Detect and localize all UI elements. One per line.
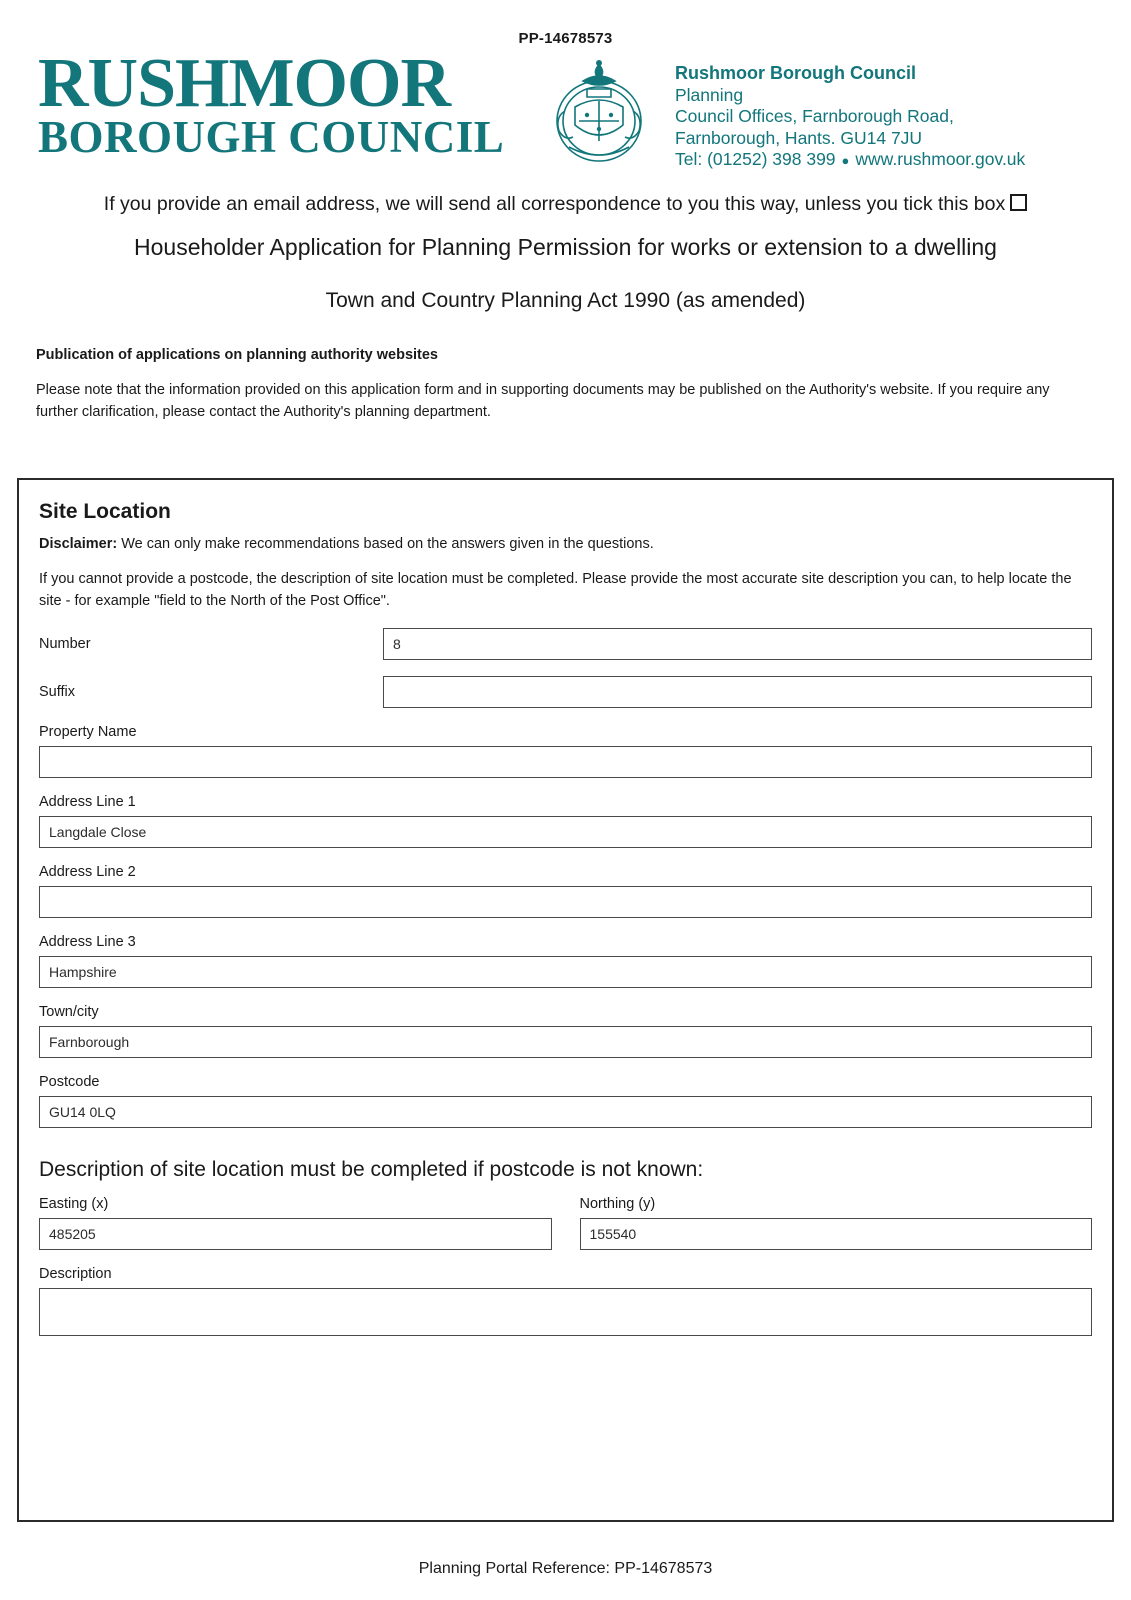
council-address-line-1: Council Offices, Farnborough Road, (675, 106, 954, 126)
description-label: Description (39, 1266, 112, 1282)
description-input[interactable] (39, 1288, 1092, 1336)
postcode-input[interactable]: GU14 0LQ (39, 1096, 1092, 1128)
northing-field (580, 1196, 1093, 1250)
bullet-separator-icon: ● (841, 152, 850, 168)
page-reference-top: PP-14678573 (518, 30, 613, 47)
easting-label: Easting (x) (39, 1196, 109, 1212)
northing-input[interactable]: 155540 (580, 1218, 1093, 1250)
publication-body: Please note that the information provided on this application form and in supporting documents may be published on the Authority's website. If you require any further clarification, please contact the Authority's planning department. (36, 382, 1050, 420)
description-section-heading: Description of site location must be completed if postcode is not known: (39, 1158, 704, 1181)
address-line-2-label: Address Line 2 (39, 864, 136, 880)
address-line-2-input[interactable] (39, 886, 1092, 918)
form-act-subtitle: Town and Country Planning Act 1990 (as amended) (325, 289, 806, 312)
suffix-input[interactable] (383, 676, 1092, 708)
northing-label: Northing (y) (579, 1196, 656, 1212)
property-name-input[interactable] (39, 746, 1092, 778)
site-location-helper-text: If you cannot provide a postcode, the description of site location must be completed. Please provide the most accurate site description you can, to help locate the site - for example "field to the North of the Post Office". (39, 571, 1072, 609)
council-website: www.rushmoor.gov.uk (855, 149, 1026, 169)
page-footer: Planning Portal Reference: PP-14678573 (418, 1560, 713, 1577)
property-name-field (39, 724, 1092, 778)
email-correspondence-notice (34, 193, 1097, 216)
town-city-input[interactable]: Farnborough (39, 1026, 1092, 1058)
suffix-field-row (39, 676, 1092, 708)
address-line-1-input[interactable]: Langdale Close (39, 816, 1092, 848)
easting-field (39, 1196, 552, 1250)
logo-text-secondary: BOROUGH COUNCIL (38, 112, 505, 162)
council-department: Planning (675, 84, 744, 105)
address-line-1-label: Address Line 1 (39, 794, 136, 810)
logo-text-primary: RUSHMOOR (38, 45, 450, 122)
council-name: Rushmoor Borough Council (675, 63, 916, 83)
form-title: Householder Application for Planning Permission for works or extension to a dwelling (134, 234, 997, 260)
address-line-3-input[interactable]: Hampshire (39, 956, 1092, 988)
council-contact-block (675, 53, 1025, 171)
town-city-field (39, 1004, 1092, 1058)
number-label: Number (39, 636, 91, 652)
postcode-label: Postcode (39, 1074, 100, 1090)
email-optout-checkbox[interactable] (1010, 194, 1027, 211)
address-line-3-label: Address Line 3 (39, 934, 136, 950)
publication-heading: Publication of applications on planning authority websites (36, 347, 438, 363)
disclaimer (39, 534, 1092, 554)
easting-input[interactable]: 485205 (39, 1218, 552, 1250)
site-location-section (17, 478, 1114, 1522)
email-notice-text: If you provide an email address, we will send all correspondence to you this way, unless you tick this box (103, 193, 1006, 215)
council-logo (34, 45, 539, 162)
coordinates-row (39, 1196, 1092, 1250)
disclaimer-text: We can only make recommendations based on the answers given in the questions. (117, 536, 654, 552)
description-field (39, 1266, 1092, 1336)
address-line-1-field (39, 794, 1092, 848)
number-input[interactable]: 8 (383, 628, 1092, 660)
suffix-label: Suffix (39, 684, 76, 700)
property-name-label: Property Name (39, 724, 137, 740)
address-line-2-field (39, 864, 1092, 918)
address-line-3-field (39, 934, 1092, 988)
council-telephone: Tel: (01252) 398 399 (675, 149, 836, 169)
town-city-label: Town/city (39, 1004, 99, 1020)
masthead (34, 45, 1097, 173)
disclaimer-label: Disclaimer: (39, 536, 118, 552)
section-title: Site Location (39, 500, 171, 523)
number-field-row (39, 628, 1092, 660)
coat-of-arms-icon (539, 55, 659, 167)
council-address-line-2: Farnborough, Hants. GU14 7JU (675, 127, 923, 148)
postcode-field (39, 1074, 1092, 1128)
